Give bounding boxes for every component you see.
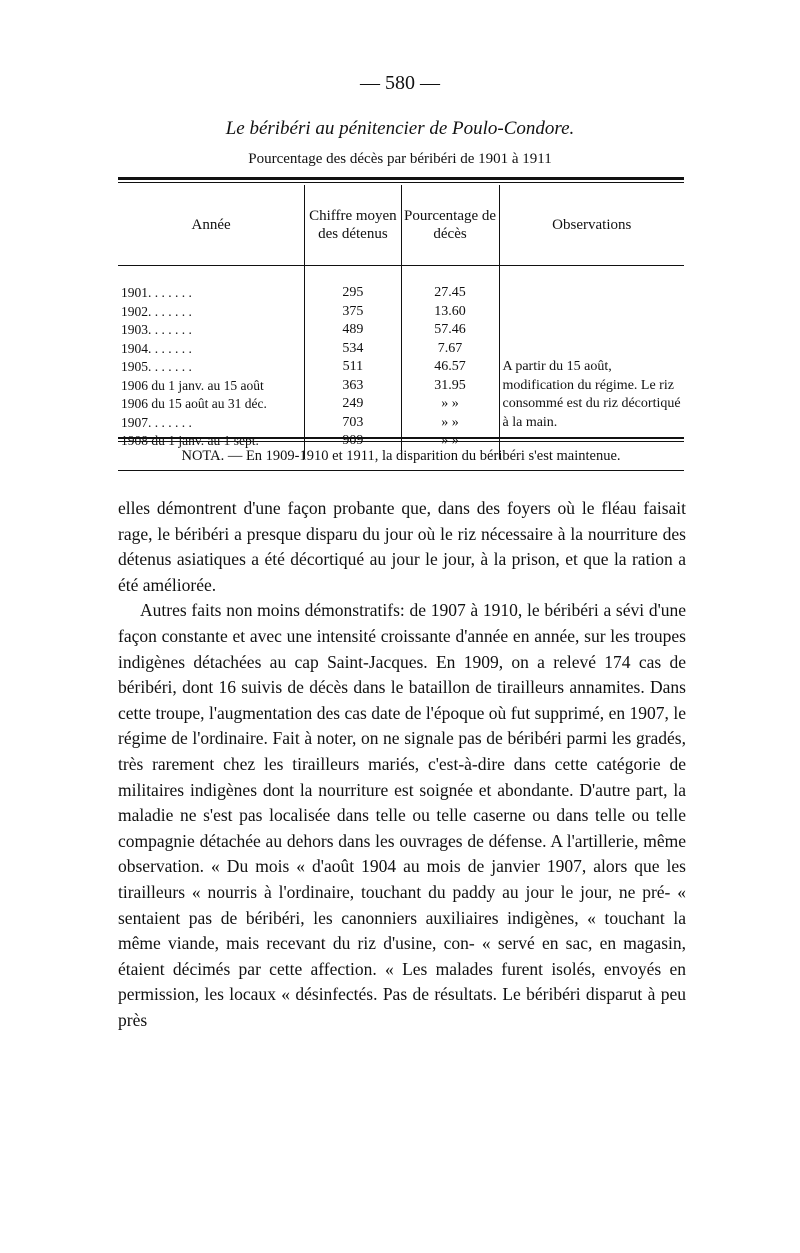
cell-year: 1901. . . . . . . xyxy=(121,285,192,300)
cell-chiffre: 295 xyxy=(305,284,401,303)
cell-year: 1904. . . . . . . xyxy=(121,340,192,356)
top-rule-thick xyxy=(118,177,684,180)
cell-year: 1906 du 15 août au 31 déc. xyxy=(121,396,267,411)
body-text xyxy=(118,496,686,1033)
cell-pct: 27.45 xyxy=(401,284,499,303)
table-row xyxy=(118,340,684,359)
cell-pct: 57.46 xyxy=(401,321,499,340)
cell-chiffre: 375 xyxy=(305,303,401,322)
table-subtitle: Pourcentage des décès par béribéri de 1901 à 1911 xyxy=(248,151,552,167)
table-row xyxy=(118,321,684,340)
top-rule-thin xyxy=(118,182,684,183)
header-chiffre: Chiffre moyen des détenus xyxy=(305,185,401,266)
cell-chiffre: 534 xyxy=(305,340,401,359)
table-note: NOTA. — En 1909-1910 et 1911, la disparition du béribéri s'est maintenue. xyxy=(181,448,621,464)
cell-year: 1906 du 1 janv. au 15 août xyxy=(121,377,264,393)
cell-year: 1902. . . . . . . xyxy=(121,303,192,319)
cell-year: 1907. . . . . . . xyxy=(121,414,192,430)
page-number: — 580 — xyxy=(360,72,440,94)
table-row xyxy=(118,303,684,322)
header-observations: Observations xyxy=(499,185,684,266)
cell-chiffre: 489 xyxy=(305,321,401,340)
paragraph: Autres faits non moins démonstratifs: de 1907 à 1910, le béribéri a sévi d'une façon constante et avec une intensité croissante d'année en année, sur les troupes indigènes détachées au cap Saint-Jacques. En 1909, on a relevé 174 cas de béribéri, dont 16 suivis de décès dans le bataillon de tirailleurs annamites. Dans cette troupe, l'augmentation des cas date de l'époque où fut supprimé, en 1907, le régime de l'ordinaire. Fait à noter, on ne signale pas de béribéri parmi les gradés, très rarement chez les tirailleurs mariés, c'est-à-dire dans cette catégorie de militaires indigènes dont la nourriture est soignée et abondante. D'autre part, la maladie ne s'est pas localisée dans telle ou telle caserne ou dans telle ou telle compagnie détachée au dehors dans les ouvrages de défense. A l'artillerie, même observation. « Du mois « d'août 1904 au mois de janvier 1907, alors que les tirailleurs « nourris à l'ordinaire, touchant du paddy au jour le jour, ne pré- « sentaient pas de béribéri, les canonniers auxiliaires indigènes, « touchant la même viande, mais recevant du riz d'usine, con- « servé en sac, en magasin, étaient décimés par cette affection. « Les malades furent isolés, envoyés en permission, les locaux « désinfectés. Pas de résultats. Le béribéri disparut à peu près xyxy=(118,600,686,1030)
table-header-row xyxy=(118,185,684,266)
page-title: Le béribéri au pénitencier de Poulo-Condore. xyxy=(225,118,575,139)
cell-pct: 31.95 xyxy=(401,377,499,396)
table-row xyxy=(118,358,684,377)
cell-pct: 7.67 xyxy=(401,340,499,359)
cell-pct: 13.60 xyxy=(401,303,499,322)
cell-chiffre: 249 xyxy=(305,395,401,414)
cell-year: 1905. . . . . . . xyxy=(121,359,192,374)
paragraph: elles démontrent d'une façon probante que, dans des foyers où le fléau faisait rage, le béribéri a presque disparu du jour où le riz nécessaire à la nourriture des détenus asiatiques a été décortiqué au jour le jour, à la prison, et que la ration a été améliorée. xyxy=(118,498,686,595)
table-row xyxy=(118,284,684,303)
cell-chiffre: 363 xyxy=(305,377,401,396)
cell-chiffre: 511 xyxy=(305,358,401,377)
cell-pct: » » xyxy=(401,414,499,433)
bottom-rule-thick xyxy=(118,437,684,439)
note-rule xyxy=(118,470,684,471)
header-pourcentage: Pourcentage de décès xyxy=(401,185,499,266)
cell-chiffre: 703 xyxy=(305,414,401,433)
cell-pct: » » xyxy=(401,395,499,414)
bottom-rule-thin xyxy=(118,441,684,442)
cell-pct: 46.57 xyxy=(401,358,499,377)
header-annee: Année xyxy=(118,185,305,266)
cell-observations: A partir du 15 août, modification du régime. Le riz consommé est du riz décortiqué à la main. xyxy=(499,358,684,432)
mortality-table xyxy=(118,185,684,459)
cell-year: 1903. . . . . . . xyxy=(121,322,192,337)
